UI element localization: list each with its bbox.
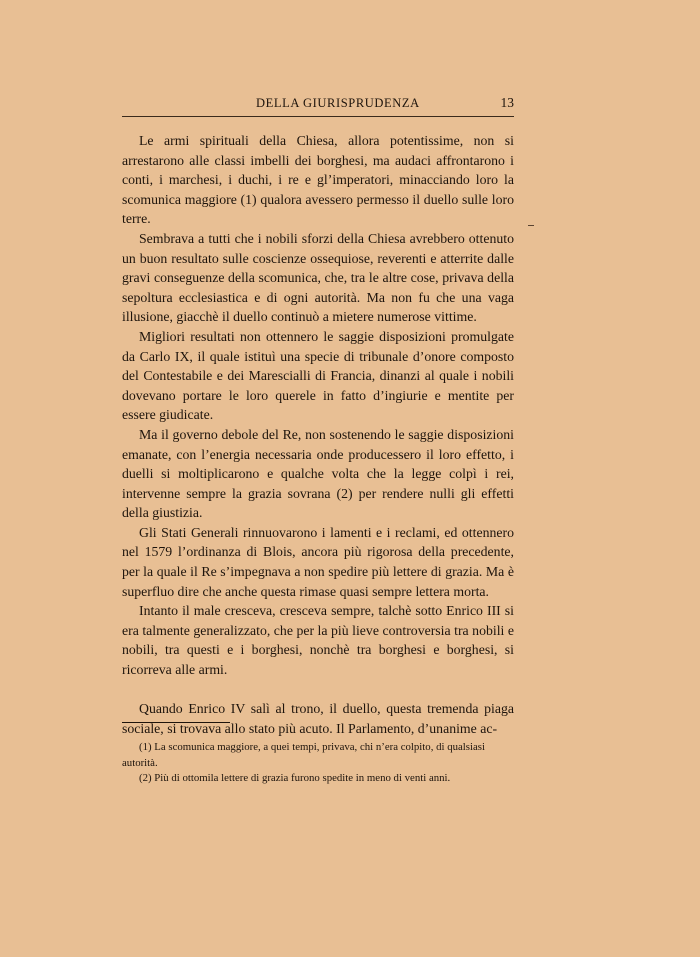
paragraph: Le armi spirituali della Chiesa, allora potentissime, non si arrestarono alle classi imbelli dei borghesi, ma audaci affrontarono i conti, i marchesi, i duchi, i re e gl’imperatori, minacciando loro la scomunica maggiore (1) qualora avessero permesso il duello sulle loro terre. xyxy=(122,133,514,227)
paragraph: Ma il governo debole del Re, non sostenendo le saggie disposizioni emanate, con l’energia necessaria onde producessero il loro effetto, i duelli si moltiplicarono e qualche volta che la legge colpì i rei, intervenne sempre la grazia sovrana (2) per rendere nulli gli effetti della giustizia. xyxy=(122,426,514,521)
paragraph: Quando Enrico IV salì al trono, il duello, questa tremenda piaga sociale, si trovava allo stato più acuto. Il Parlamento, d’unanime ac- xyxy=(122,701,514,736)
running-header xyxy=(122,94,514,117)
footnote: (2) Più di ottomila lettere di grazia furono spedite in meno di venti anni. xyxy=(139,772,451,784)
body-text xyxy=(122,131,514,738)
footnote: (1) La scomunica maggiore, a quei tempi, privava, chi n’era colpito, di qualsiasi autorità. xyxy=(122,741,485,769)
margin-mark xyxy=(528,225,534,226)
footnotes xyxy=(122,740,514,787)
running-title: DELLA GIURISPRUDENZA xyxy=(256,96,420,110)
paragraph: Sembrava a tutti che i nobili sforzi della Chiesa avrebbero ottenuto un buon resultato sulle coscienze ossequiose, reverenti e atterrite dalle gravi conseguenze della scomunica, che, tra le altre cose, privava della sepoltura ecclesiastica e di ogni autorità. Ma non fu che una vaga illusione, giacchè il duello continuò a mietere numerose vittime. xyxy=(122,230,514,325)
paragraph: Migliori resultati non ottennero le saggie disposizioni promulgate da Carlo IX, il quale istituì una specie di tribunale d’onore composto del Contestabile e dei Marescialli di Francia, dinanzi al quale i nobili dovevano portare le loro querele in fatto d’ingiurie e mentite per essere giudicate. xyxy=(122,328,514,423)
page-number: 13 xyxy=(500,95,514,110)
footnote-divider xyxy=(122,722,230,723)
paragraph: Intanto il male cresceva, cresceva sempre, talchè sotto Enrico III si era talmente generalizzato, che per la più lieve controversia tra nobili e nobili, tra questi e i borghesi, nonchè tra borghesi e borghesi, si ricorreva alle armi. xyxy=(122,603,514,678)
paragraph: Gli Stati Generali rinnuovarono i lamenti e i reclami, ed ottennero nel 1579 l’ordinanza di Blois, ancora più rigorosa della precedente, per la quale il Re s’impegnava a non spedire più lettere di grazia. Ma è superfluo dire che anche questa rimase quasi sempre lettera morta. xyxy=(122,524,514,599)
